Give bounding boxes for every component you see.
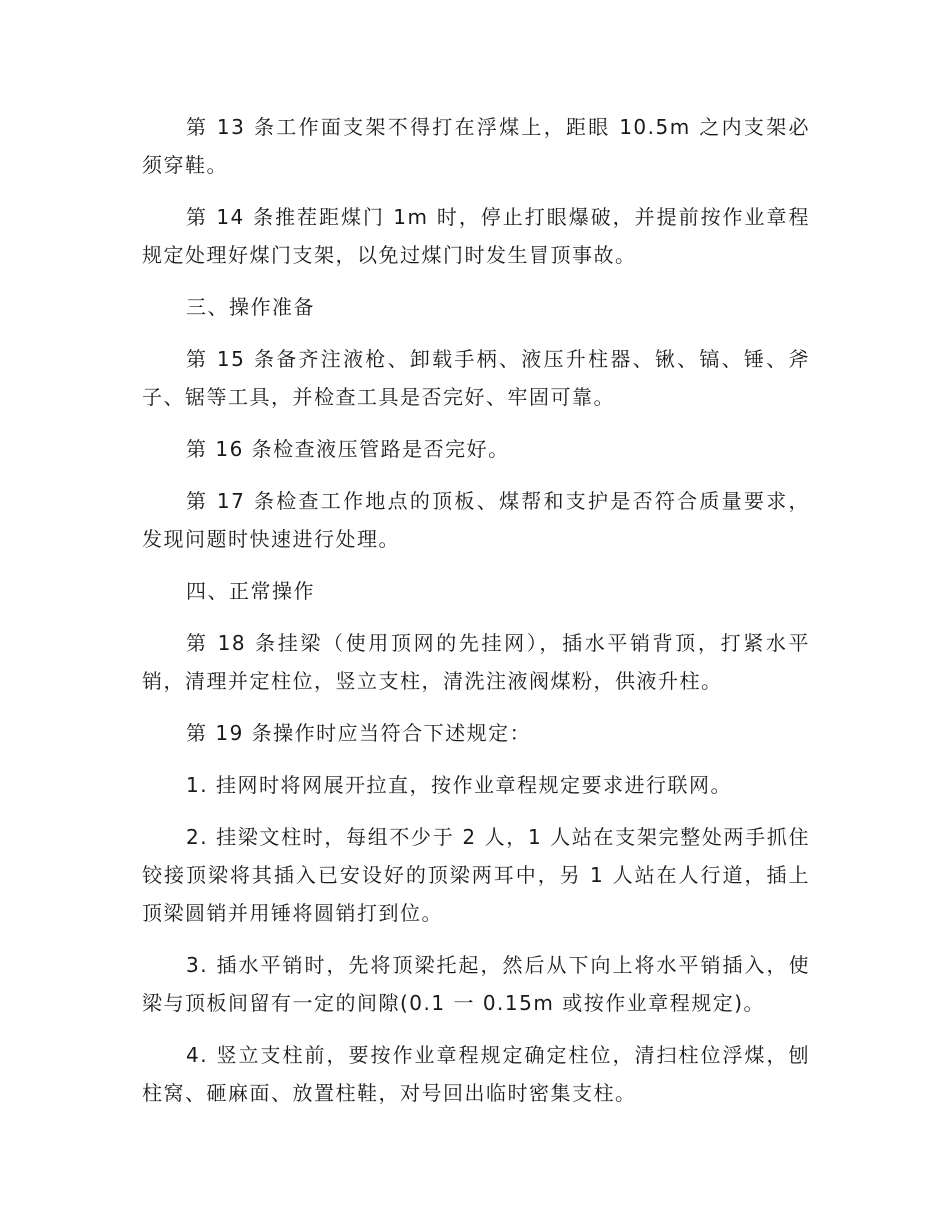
paragraph-article-17: 第 17 条检查工作地点的顶板、煤帮和支护是否符合质量要求，发现问题时快速进行处理。 (142, 489, 810, 551)
section-heading-normal-operation: 四、正常操作 (186, 579, 315, 603)
list-item-1: 1. 挂网时将网展开拉直，按作业章程规定要求进行联网。 (186, 773, 732, 797)
paragraph-article-16: 第 16 条检查液压管路是否完好。 (186, 437, 510, 461)
list-item-2: 2. 挂梁文柱时，每组不少于 2 人，1 人站在支架完整处两手抓住铰接顶梁将其插入已安设好的顶梁两耳中，另 1 人站在人行道，插上顶梁圆销并用锤将圆销打到位。 (142, 825, 810, 925)
paragraph-article-15: 第 15 条备齐注液枪、卸载手柄、液压升柱器、锹、镐、锤、斧子、锯等工具，并检查工具是否完好、牢固可靠。 (142, 347, 810, 409)
list-item-3: 3. 插水平销时，先将顶梁托起，然后从下向上将水平销插入，使梁与顶板间留有一定的间隙(0.1 一 0.15m 或按作业章程规定)。 (142, 953, 810, 1015)
document-body (142, 108, 810, 1126)
list-item-4: 4. 竖立支柱前，要按作业章程规定确定柱位，清扫柱位浮煤，刨柱窝、砸麻面、放置柱鞋，对号回出临时密集支柱。 (142, 1043, 810, 1105)
paragraph-article-14: 第 14 条推茬距煤门 1m 时，停止打眼爆破，并提前按作业章程规定处理好煤门支架，以免过煤门时发生冒顶事故。 (142, 205, 810, 267)
paragraph-article-19: 第 19 条操作时应当符合下述规定： (186, 721, 532, 745)
paragraph-article-18: 第 18 条挂梁（使用顶网的先挂网），插水平销背顶，打紧水平销，清理并定柱位，竖立支柱，清洗注液阀煤粉，供液升柱。 (142, 631, 810, 693)
section-heading-operation-preparation: 三、操作准备 (186, 295, 315, 319)
paragraph-article-13: 第 13 条工作面支架不得打在浮煤上，距眼 10.5m 之内支架必须穿鞋。 (142, 115, 810, 177)
